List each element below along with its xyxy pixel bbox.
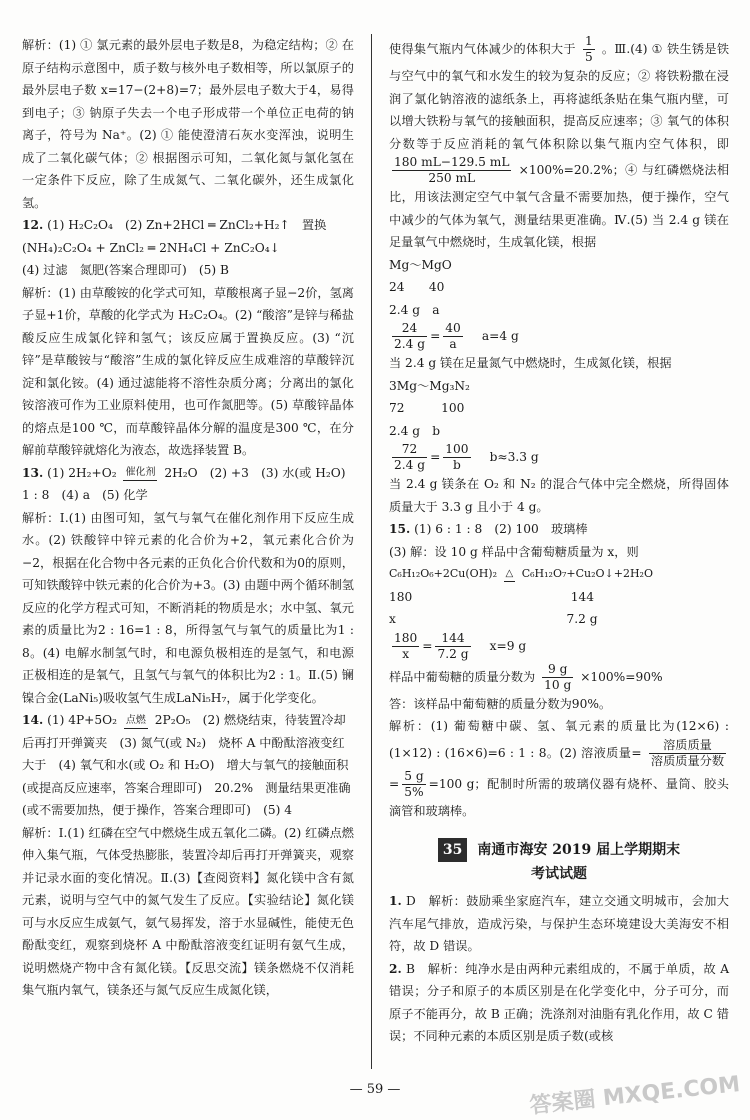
q15-pct-pre: 样品中葡萄糖的质量分数为 (389, 669, 536, 684)
right-column (389, 34, 729, 1048)
q15-sol-text2: =100 g；配制时所需的玻璃仪器有烧杯、量筒、胶头滴管和玻璃棒。 (389, 776, 729, 818)
q12-answer (22, 214, 354, 237)
frac (392, 631, 419, 662)
q15-equation (389, 563, 729, 586)
column-divider (371, 34, 372, 1069)
calc2-proportion: $\frac{72}{2.4 g}$ = $\frac{100}{b}$ b≈3.3 g (394, 442, 539, 472)
q13-answer (22, 462, 354, 485)
q15-number: 15. (389, 522, 411, 536)
page-number: — 59 — (349, 1082, 401, 1097)
q12-number: 12. (22, 218, 44, 232)
new-q1-number: 1. (389, 894, 402, 908)
q14-answer (22, 709, 357, 822)
q15-answer-statement: 答：该样品中葡萄糖的质量分数为90%。 (389, 696, 612, 711)
frac-bottom: 溶质质量分数 (650, 753, 725, 768)
r2-text: 当 2.4 g 镁在足量氮气中燃烧时，生成氮化镁，根据 (389, 356, 672, 370)
q14-number: 14. (22, 713, 44, 727)
q15-answer-line1: (1) 6 : 1 : 8 (2) 100 玻璃棒 (414, 522, 588, 536)
q13-eq-left: (1) 2H₂+O₂ (47, 465, 117, 480)
fraction-oxygen-volume (392, 155, 511, 186)
q15-proportion: $\frac{180}{x}$ = $\frac{144}{7.2 g}$ x=9 g (394, 630, 527, 661)
left-column (22, 34, 357, 1002)
frac (435, 631, 470, 662)
frac-top: 144 (435, 631, 470, 647)
q15-row1: 180 144 (389, 589, 594, 604)
calc2-line2: 72 100 (389, 401, 465, 415)
calc1-proportion: $\frac{24}{2.4 g}$ = $\frac{40}{a}$ a=4 g (394, 321, 519, 351)
frac-top: 72 (392, 442, 427, 458)
frac-bottom: b (453, 458, 461, 472)
q12-answer-line3: (4) 过滤 氮肥(答案合理即可) (5) B (22, 263, 229, 277)
watermark-logo: 答案圈 MXQE.COM (528, 1072, 741, 1119)
q12-solution: 解析：(1) 由草酸铵的化学式可知，草酸根离子显−2价，氢离子显+1价，草酸的化学式为 H₂C₂O₄。(2) “酸溶”是锌与稀盐酸反应生成氯化锌和氢气；该反应属于置换反应。(3) “沉锌”是草酸铵与“酸溶”生成的氯化锌反应生成难溶的草酸锌沉淀和氯化铵。(4) 通过滤能将不溶性杂质分离；分离出的氯化铵溶液可作为工业原料使用，也可作氮肥等。(5) 草酸锌晶体的熔点是100 ℃，而草酸锌晶体分解的温度是300 ℃，在分解前草酸锌就熔化为液态，故选择装置 B。 (22, 285, 354, 457)
q13-eq-right: 2H₂O (2) +3 (3) 水(或 H₂O) (164, 465, 346, 480)
q15-row2: x 7.2 g (389, 612, 598, 626)
frac (402, 769, 425, 800)
frac (392, 321, 427, 352)
q14-condition-arrow (124, 713, 148, 729)
frac-bottom: 2.4 g (394, 337, 426, 351)
frac-bottom: 2.4 g (394, 458, 426, 472)
frac-bottom: 5% (404, 784, 424, 799)
q14-solution-continued (389, 34, 729, 254)
calc1-line3: 2.4 g a (389, 302, 440, 317)
frac (392, 442, 427, 473)
r3-text: 当 2.4 g 镁条在 O₂ 和 N₂ 的混合气体中完全燃烧，所得固体质量大于 3.3 g 且小于 4 g。 (389, 477, 729, 514)
q14-condition: 点燃 (124, 713, 148, 729)
q11-solution: 解析：(1) ① 氯元素的最外层电子数是8，为稳定结构；② 在原子结构示意图中，质子数与核外电子数相等，所以氯原子的最外层电子数 x=17−(2+8)=7；最外层电子数大于4，易得到电子；③ 钠原子失去一个电子形成带一个单位正电荷的钠离子，符号为 Na⁺。(2) ① 能使澄清石灰水变浑浊，说明生成了二氧化碳气体；② 根据图示可知，二氧化氮与氯化氢在一定条件下反应，除了生成氮气、二氧化碳外，还生成氯化氢。 (22, 38, 354, 210)
q15-result: x=9 g (489, 638, 527, 653)
frac-bottom: 250 mL (428, 171, 476, 185)
frac-top: 40 (445, 321, 461, 335)
new-q2-number: 2. (389, 961, 402, 976)
frac (443, 442, 470, 473)
calc2-line3: 2.4 g b (389, 423, 441, 438)
q14-eq-left: (1) 4P+5O₂ (47, 713, 118, 727)
r1-pre: 使得集气瓶内气体减少的体积大于 (389, 42, 576, 56)
section-title-line2: 考试试题 (531, 866, 587, 882)
frac-bottom: 10 g (544, 677, 572, 692)
frac-bottom: 7.2 g (437, 646, 469, 661)
section-title-line1: 南通市海安 2019 届上学期期末 (477, 842, 681, 858)
q15-eq-left: C₆H₁₂O₆+2Cu(OH)₂ (389, 567, 497, 580)
q15-answer (389, 518, 729, 541)
frac-top: 溶质质量 (649, 738, 726, 754)
q15-eq-right: C₆H₁₂O₇+Cu₂O↓+2H₂O (521, 567, 653, 580)
section-number-badge: 35 (438, 838, 467, 862)
calc1-result: a=4 g (481, 329, 519, 343)
q13-condition-arrow (123, 465, 157, 481)
calc1-line2: 24 40 (389, 280, 445, 294)
q15-percent (389, 662, 729, 693)
q14-solution: 解析：Ⅰ.(1) 红磷在空气中燃烧生成五氧化二磷。(2) 红磷点燃伸入集气瓶，气体受热膨胀，装置冷却后再打开弹簧夹，观察并记录水面的变化情况。Ⅱ.(3)【查阅资料】氮化镁中含有氮元素，说明与空气中的氮气发生了反应。【实验结论】氮化镁可与水反应生成氨气，氨气易挥发，溶于水显碱性，能使无色酚酞变红，观察到烧杯 A 中酚酞溶液变红证明有氨气生成，说明燃烧产物中含有氮化镁。【反思交流】镁条燃烧不仅消耗集气瓶内氧气，镁条还与氮气反应生成氮化镁， (22, 825, 354, 997)
new-q1-text: D 解析：鼓励乘坐家庭汽车，建立交通文明城市，会加大汽车尾气排放，造成污染，与保护生态环境建设大美海安不相符，故 D 错误。 (389, 894, 729, 953)
new-q1 (389, 890, 729, 958)
equals-sign: = (389, 776, 400, 791)
fraction-one-fifth (583, 34, 595, 65)
frac-top: 100 (445, 442, 469, 456)
q12-answer-line2: (NH₄)₂C₂O₄ + ZnCl₂ ═ 2NH₄Cl + ZnC₂O₄↓ (22, 240, 280, 255)
frac (649, 738, 726, 769)
q15-pct-post: ×100%=90% (580, 669, 663, 684)
new-q2-text: B 解析：纯净水是由两种元素组成的，不属于单质，故 A 错误；分子和原子的本质区别是在化学变化中，分子可分，而原子不能再分，故 B 正确；洗涤剂对油脂有乳化作用，故 C 错误；不同种元素的本质区别是质子数(或核 (389, 961, 729, 1043)
frac (443, 321, 463, 352)
calc2-line1: 3Mg～Mg₃N₂ (389, 378, 470, 393)
frac-top: 5 g (404, 768, 424, 783)
frac-bottom: x (402, 646, 410, 661)
frac-top: 9 g (542, 662, 573, 678)
frac-bottom: a (449, 337, 457, 351)
q15-condition-arrow (504, 566, 516, 582)
q15-sol-text: 解析：(1) 葡萄糖中碳、氢、氧元素的质量比为(12×6) : (1×12) : (16×6)=6 : 1 : 8。(2) 溶液质量= (389, 719, 729, 760)
q15-condition: △ (504, 566, 516, 582)
new-q2 (389, 958, 729, 1048)
section-heading (389, 838, 729, 886)
q13-number: 13. (22, 465, 44, 480)
frac-top: 180 mL−129.5 mL (394, 155, 510, 169)
r1-post: 。Ⅲ.(4) ① 铁生锈是铁与空气中的氧气和水发生的较为复杂的反应；② 将铁粉撒在浸润了氯化钠溶液的滤纸条上，再将滤纸条贴在集气瓶内壁，可以增大铁粉与氧气的接触面积，提高反应速率；③ 氧气的体积分数等于反应消耗的氧气体积除以集气瓶内空气体积，即 (389, 42, 730, 151)
q13-condition: 催化剂 (123, 465, 157, 481)
q15-answer-line2: (3) 解：设 10 g 样品中含葡萄糖质量为 x，则 (389, 544, 639, 559)
frac (542, 662, 573, 693)
q13-answer-line2: 1 : 8 (4) a (5) 化学 (22, 488, 148, 502)
q15-solution (389, 715, 729, 822)
q14-answer-rest: 2P₂O₅ (2) 燃烧结束，待装置冷却后再打开弹簧夹 (3) 氮气(或 N₂) 烧杯 A 中酚酞溶液变红 大于 (4) 氧气和水(或 O₂ 和 H₂O) 增大与氧气的接触面积(或提高反应速率，答案合理即可) 20.2% 测量结果更准确(或不需要加热，便于操作，答案合理即可) (5) 4 (22, 713, 357, 817)
calc2-result: b≈3.3 g (489, 450, 539, 464)
q12-answer-line1: (1) H₂C₂O₄ (2) Zn+2HCl ═ ZnCl₂+H₂↑ 置换 (47, 218, 327, 232)
frac-top: 180 (394, 630, 418, 645)
calc1-line1: Mg～MgO (389, 257, 452, 272)
frac-top: 1 (585, 34, 593, 48)
frac-bottom: 5 (585, 50, 593, 64)
r1-post2: ×100%=20.2%；④ 与红磷燃烧法相比，用该法测定空气中氧气含量不需要加热，便于操作，空气中减少的气体为氧气，测量结果更准确。Ⅳ.(5) 当 2.4 g 镁在足量氧气中燃烧时，生成氧化镁，根据 (389, 163, 730, 249)
q13-solution: 解析：Ⅰ.(1) 由图可知，氢气与氧气在催化剂作用下反应生成水。(2) 铁酸锌中锌元素的化合价为+2，氧元素化合价为−2，根据在化合物中各元素的正负化合价代数和为0的原则，可知铁酸锌中铁元素的化合价为+3。(3) 由题中两个循环制氢反应的化学方程式可知，不断消耗的物质是水；水中氢、氧元素的质量比为2 : 16=1 : 8，所得氢气与氧气的质量比为1 : 8。(4) 电解水制氢气时，和电源负极相连的是氢气，和电源正极相连的是氧气，且氢气与氧气的体积比为2 : 1。Ⅱ.(5) 镧镍合金(LaNi₅)吸收氢气生成LaNi₅H₇，属于化学变化。 (22, 510, 354, 705)
frac-top: 24 (392, 321, 427, 337)
